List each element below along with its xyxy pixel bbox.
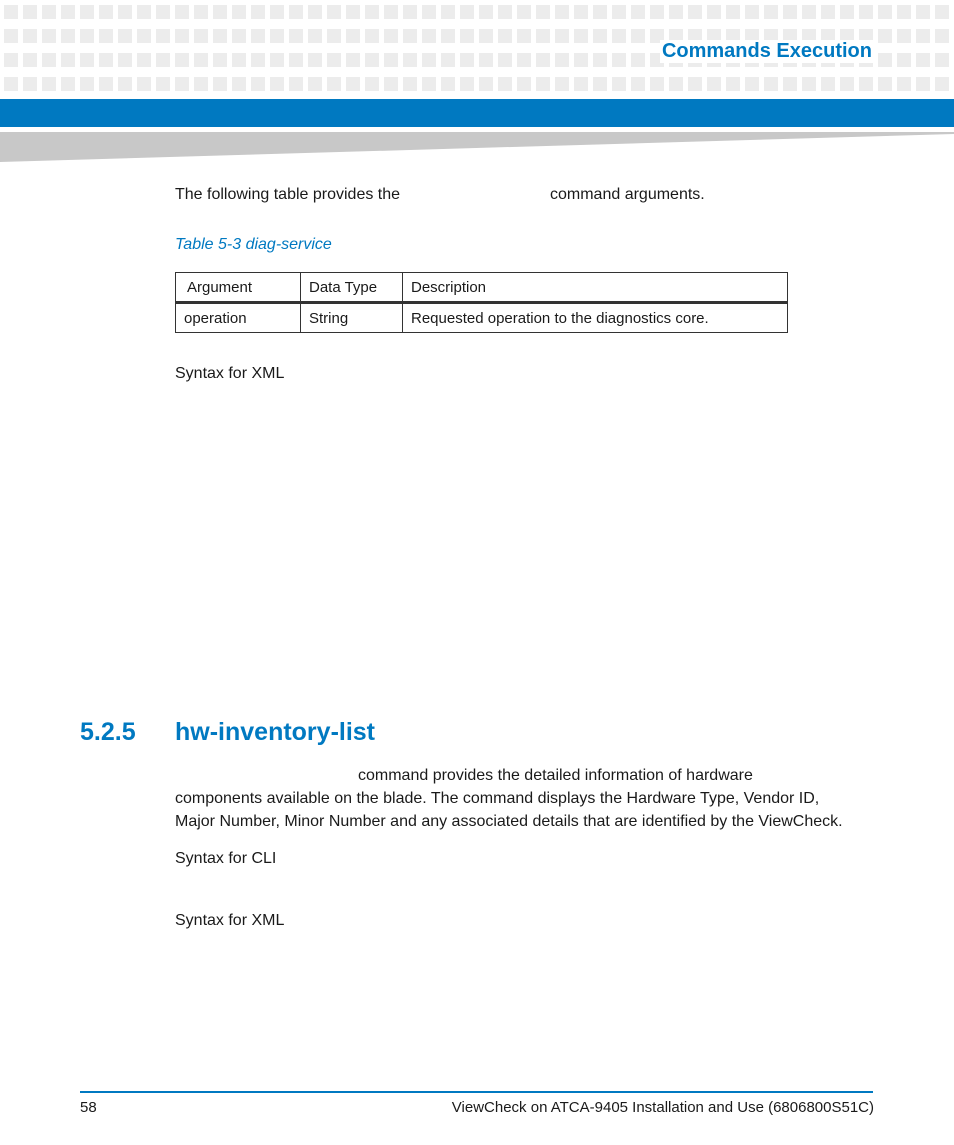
pattern-dot — [156, 53, 170, 67]
pattern-dot — [441, 29, 455, 43]
pattern-dot — [897, 77, 911, 91]
pattern-dot — [118, 77, 132, 91]
pattern-dot — [859, 77, 873, 91]
column-header-data-type: Data Type — [301, 273, 403, 303]
pattern-dot — [308, 77, 322, 91]
pattern-dot — [156, 5, 170, 19]
pattern-dot — [251, 53, 265, 67]
pattern-dot — [175, 29, 189, 43]
arguments-table — [175, 272, 788, 333]
pattern-dot — [593, 77, 607, 91]
cell-argument: operation — [176, 303, 301, 333]
syntax-cli-label: Syntax for CLI — [175, 850, 277, 867]
pattern-dot — [593, 29, 607, 43]
pattern-dot — [137, 29, 151, 43]
pattern-dot — [498, 5, 512, 19]
pattern-dot — [688, 77, 702, 91]
pattern-dot — [821, 5, 835, 19]
section-title: hw-inventory-list — [175, 718, 376, 746]
pattern-dot — [61, 53, 75, 67]
pattern-dot — [897, 29, 911, 43]
pattern-dot — [384, 29, 398, 43]
pattern-dot — [707, 77, 721, 91]
pattern-dot — [384, 77, 398, 91]
pattern-dot — [365, 77, 379, 91]
pattern-dot — [99, 29, 113, 43]
pattern-dot — [916, 77, 930, 91]
pattern-dot — [536, 5, 550, 19]
pattern-dot — [612, 5, 626, 19]
pattern-dot — [783, 77, 797, 91]
pattern-dot — [137, 5, 151, 19]
pattern-dot — [327, 53, 341, 67]
table-header-row — [176, 273, 788, 303]
pattern-dot — [498, 53, 512, 67]
pattern-dot — [118, 29, 132, 43]
pattern-dot — [156, 29, 170, 43]
pattern-dot — [346, 5, 360, 19]
pattern-dot — [251, 5, 265, 19]
pattern-dot — [346, 29, 360, 43]
pattern-dot — [42, 29, 56, 43]
pattern-dot — [536, 77, 550, 91]
section-paragraph — [175, 764, 875, 833]
table-row — [176, 303, 788, 333]
intro-sentence-start: The following table provides the — [175, 186, 401, 203]
syntax-xml-label: Syntax for XML — [175, 365, 285, 382]
pattern-dot — [916, 5, 930, 19]
pattern-dot — [23, 77, 37, 91]
pattern-dot — [460, 77, 474, 91]
pattern-dot — [612, 29, 626, 43]
pattern-dot — [878, 77, 892, 91]
pattern-dot — [42, 77, 56, 91]
pattern-dot — [4, 53, 18, 67]
pattern-dot — [422, 5, 436, 19]
pattern-dot — [80, 29, 94, 43]
pattern-dot — [213, 53, 227, 67]
pattern-dot — [935, 53, 949, 67]
pattern-dot — [403, 77, 417, 91]
pattern-dot — [194, 77, 208, 91]
pattern-dot — [935, 5, 949, 19]
pattern-dot — [61, 5, 75, 19]
pattern-dot — [745, 77, 759, 91]
running-header-title: Commands Execution — [661, 40, 872, 62]
pattern-dot — [194, 29, 208, 43]
pattern-dot — [574, 77, 588, 91]
pattern-dot — [80, 77, 94, 91]
intro-sentence-end: command arguments. — [550, 186, 705, 203]
pattern-dot — [137, 77, 151, 91]
pattern-dot — [935, 77, 949, 91]
pattern-dot — [460, 29, 474, 43]
pattern-dot — [384, 5, 398, 19]
pattern-dot — [232, 29, 246, 43]
pattern-dot — [555, 53, 569, 67]
pattern-dot — [137, 53, 151, 67]
header-gray-wedge — [0, 132, 954, 162]
pattern-dot — [574, 29, 588, 43]
pattern-dot — [251, 77, 265, 91]
pattern-dot — [4, 29, 18, 43]
pattern-dot — [213, 29, 227, 43]
pattern-dot — [726, 5, 740, 19]
pattern-dot — [194, 53, 208, 67]
pattern-dot — [783, 5, 797, 19]
pattern-dot — [517, 77, 531, 91]
pattern-dot — [327, 5, 341, 19]
pattern-dot — [118, 5, 132, 19]
pattern-dot — [555, 29, 569, 43]
pattern-dot — [213, 77, 227, 91]
pattern-dot — [479, 53, 493, 67]
pattern-dot — [555, 5, 569, 19]
pattern-dot — [99, 77, 113, 91]
pattern-dot — [764, 77, 778, 91]
pattern-dot — [403, 5, 417, 19]
pattern-dot — [289, 5, 303, 19]
pattern-dot — [612, 53, 626, 67]
pattern-dot — [346, 53, 360, 67]
pattern-dot — [631, 53, 645, 67]
pattern-dot — [365, 29, 379, 43]
paragraph-line: command provides the detailed information of hardware — [358, 767, 753, 784]
pattern-dot — [23, 29, 37, 43]
pattern-dot — [536, 29, 550, 43]
pattern-dot — [460, 53, 474, 67]
pattern-dot — [669, 77, 683, 91]
pattern-dot — [802, 77, 816, 91]
pattern-dot — [42, 53, 56, 67]
pattern-dot — [251, 29, 265, 43]
pattern-dot — [593, 5, 607, 19]
pattern-dot — [916, 53, 930, 67]
pattern-dot — [327, 77, 341, 91]
pattern-dot — [80, 5, 94, 19]
pattern-dot — [745, 5, 759, 19]
pattern-dot — [365, 5, 379, 19]
pattern-dot — [384, 53, 398, 67]
pattern-dot — [650, 5, 664, 19]
pattern-dot — [175, 5, 189, 19]
pattern-dot — [878, 5, 892, 19]
pattern-dot — [99, 53, 113, 67]
pattern-dot — [99, 5, 113, 19]
pattern-dot — [574, 5, 588, 19]
pattern-dot — [897, 53, 911, 67]
cell-description: Requested operation to the diagnostics core. — [403, 303, 788, 333]
page-number: 58 — [80, 1099, 97, 1116]
cell-data-type: String — [301, 303, 403, 333]
pattern-dot — [650, 77, 664, 91]
pattern-dot — [327, 29, 341, 43]
pattern-dot — [536, 53, 550, 67]
pattern-dot — [289, 77, 303, 91]
pattern-dot — [213, 5, 227, 19]
pattern-dot — [441, 5, 455, 19]
pattern-dot — [289, 29, 303, 43]
pattern-dot — [4, 5, 18, 19]
pattern-dot — [308, 29, 322, 43]
pattern-dot — [802, 5, 816, 19]
paragraph-line: components available on the blade. The command displays the Hardware Type, Vendor ID, — [175, 790, 820, 807]
pattern-dot — [840, 77, 854, 91]
table-caption: Table 5-3 diag-service — [175, 236, 332, 253]
pattern-dot — [422, 53, 436, 67]
pattern-dot — [422, 29, 436, 43]
pattern-dot — [555, 77, 569, 91]
pattern-dot — [175, 53, 189, 67]
pattern-dot — [270, 5, 284, 19]
pattern-dot — [232, 77, 246, 91]
paragraph-line: Major Number, Minor Number and any associated details that are identified by the ViewCheck. — [175, 813, 843, 830]
column-header-argument: Argument — [176, 273, 301, 303]
pattern-dot — [289, 53, 303, 67]
pattern-dot — [365, 53, 379, 67]
pattern-dot — [878, 29, 892, 43]
pattern-dot — [194, 5, 208, 19]
pattern-dot — [878, 53, 892, 67]
pattern-dot — [498, 77, 512, 91]
pattern-dot — [593, 53, 607, 67]
pattern-dot — [935, 29, 949, 43]
pattern-dot — [479, 5, 493, 19]
pattern-dot — [422, 77, 436, 91]
pattern-dot — [175, 77, 189, 91]
pattern-dot — [61, 29, 75, 43]
pattern-dot — [118, 53, 132, 67]
pattern-dot — [517, 53, 531, 67]
pattern-dot — [80, 53, 94, 67]
pattern-dot — [612, 77, 626, 91]
pattern-dot — [441, 53, 455, 67]
syntax-xml-label-2: Syntax for XML — [175, 912, 285, 929]
pattern-dot — [270, 77, 284, 91]
pattern-dot — [821, 77, 835, 91]
pattern-dot — [232, 53, 246, 67]
pattern-dot — [840, 5, 854, 19]
footer-rule — [80, 1091, 873, 1093]
pattern-dot — [726, 77, 740, 91]
pattern-dot — [479, 77, 493, 91]
pattern-dot — [4, 77, 18, 91]
pattern-dot — [156, 77, 170, 91]
pattern-dot — [270, 29, 284, 43]
pattern-dot — [232, 5, 246, 19]
pattern-dot — [403, 29, 417, 43]
pattern-dot — [61, 77, 75, 91]
pattern-dot — [631, 29, 645, 43]
pattern-dot — [631, 77, 645, 91]
pattern-dot — [308, 53, 322, 67]
pattern-dot — [441, 77, 455, 91]
pattern-dot — [42, 5, 56, 19]
footer-document-title: ViewCheck on ATCA-9405 Installation and Use (6806800S51C) — [451, 1099, 874, 1116]
pattern-dot — [403, 53, 417, 67]
pattern-dot — [707, 5, 721, 19]
pattern-dot — [308, 5, 322, 19]
pattern-dot — [859, 5, 873, 19]
pattern-dot — [916, 29, 930, 43]
pattern-dot — [688, 5, 702, 19]
pattern-dot — [270, 53, 284, 67]
pattern-dot — [897, 5, 911, 19]
pattern-dot — [498, 29, 512, 43]
pattern-dot — [631, 5, 645, 19]
header-blue-bar — [0, 99, 954, 127]
pattern-dot — [517, 5, 531, 19]
column-header-description: Description — [403, 273, 788, 303]
pattern-dot — [479, 29, 493, 43]
pattern-dot — [764, 5, 778, 19]
pattern-dot — [23, 53, 37, 67]
pattern-dot — [517, 29, 531, 43]
pattern-dot — [23, 5, 37, 19]
pattern-dot — [346, 77, 360, 91]
pattern-dot — [460, 5, 474, 19]
section-number: 5.2.5 — [80, 718, 136, 746]
pattern-dot — [574, 53, 588, 67]
pattern-dot — [669, 5, 683, 19]
